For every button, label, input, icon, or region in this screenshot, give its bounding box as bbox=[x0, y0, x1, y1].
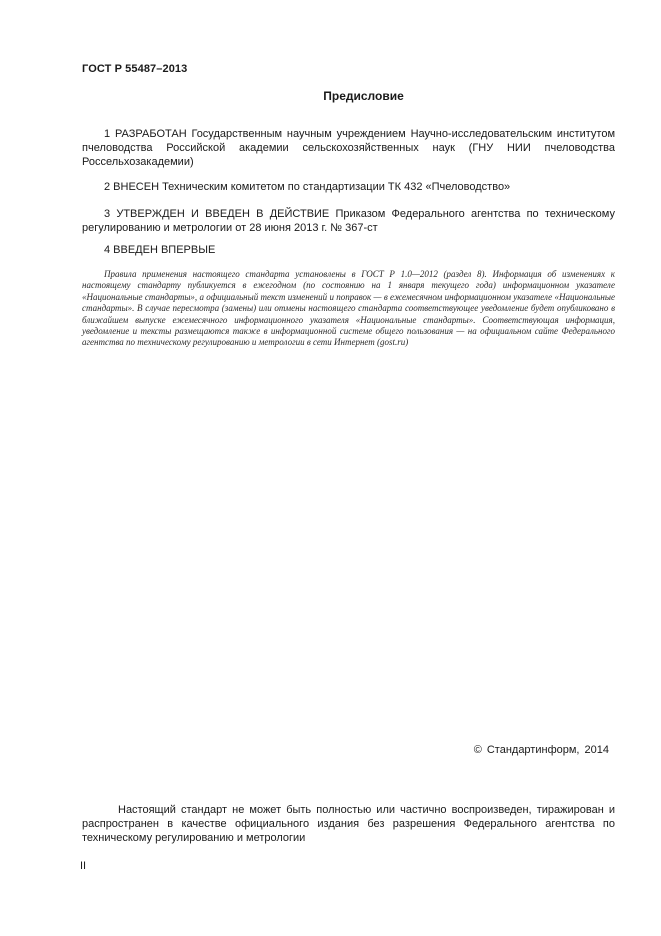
reproduction-notice: Настоящий стандарт не может быть полностью или частично воспроизведен, тиражирован и распространен в качестве официального издания без разрешения Федерального агентства по техническому регулированию и метрологии bbox=[82, 804, 615, 844]
section-title: Предисловие bbox=[323, 89, 404, 103]
preface-item-2: 2 ВНЕСЕН Техническим комитетом по стандартизации ТК 432 «Пчеловодство» bbox=[104, 181, 511, 193]
page-number: II bbox=[80, 860, 87, 872]
document-code: ГОСТ Р 55487–2013 bbox=[82, 63, 188, 75]
copyright-line: © Стандартинформ, 2014 bbox=[473, 744, 609, 756]
preface-item-3: 3 УТВЕРЖДЕН И ВВЕДЕН В ДЕЙСТВИЕ Приказом Федерального агентства по техническому регулированию и метрологии от 28 июня 2013 г. № 367-ст bbox=[82, 208, 615, 234]
application-rules-note: Правила применения настоящего стандарта установлены в ГОСТ Р 1.0—2012 (раздел 8). Информация об изменениях к настоящему стандарту публикуется в ежегодном (по состоянию на 1 января текущего года) информационном указателе «Национальные стандарты», а официальный текст изменений и поправок — в ежемесячном информационном указателе «Национальные стандарты». В случае пересмотра (замены) или отмены настоящего стандарта соответствующее уведомление будет опубликовано в ближайшем выпуске ежемесячного информационного указателя «Национальные стандарты». Соответствующая информация, уведомление и тексты размещаются также в информационной системе общего пользования — на официальном сайте Федерального агентства по техническому регулированию и метрологии в сети Интернет (gost.ru) bbox=[82, 269, 615, 348]
preface-item-4: 4 ВВЕДЕН ВПЕРВЫЕ bbox=[104, 244, 216, 256]
preface-item-1: 1 РАЗРАБОТАН Государственным научным учреждением Научно-исследовательским институтом пчеловодства Российской академии сельскохозяйственных наук (ГНУ НИИ пчеловодства Россельхозакадемии) bbox=[82, 128, 615, 168]
